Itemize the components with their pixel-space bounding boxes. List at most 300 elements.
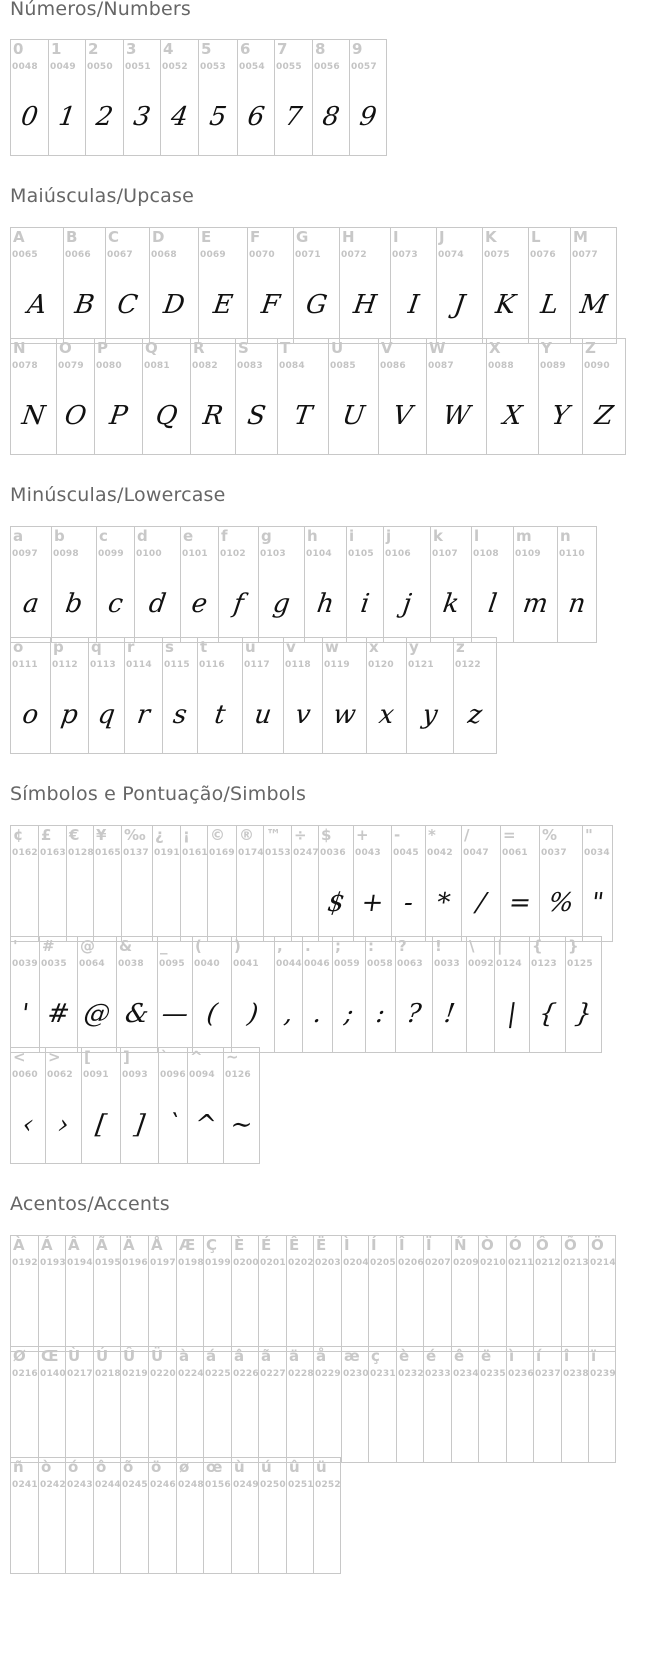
glyph-sample: P	[107, 401, 130, 431]
glyph-code-label: 0238	[563, 1369, 589, 1379]
glyph-char-label: &	[119, 937, 133, 955]
glyph-code-label: 0197	[150, 1258, 176, 1268]
glyph-code-label: 0125	[567, 959, 593, 969]
glyph-code-label: 0103	[260, 549, 286, 559]
glyph-cell	[162, 638, 197, 753]
glyph-sample: ^	[192, 1110, 219, 1140]
glyph-char-label: o	[13, 638, 24, 656]
glyph-cell	[406, 638, 453, 753]
glyph-char-label: Û	[123, 1347, 136, 1365]
glyph-code-label: 0063	[397, 959, 423, 969]
glyph-row	[10, 1047, 260, 1164]
glyph-cell	[274, 40, 312, 155]
glyph-code-label: 0224	[178, 1369, 204, 1379]
glyph-char-label: v	[286, 638, 296, 656]
glyph-code-label: 0110	[559, 549, 585, 559]
glyph-char-label: Ã	[96, 1236, 108, 1254]
glyph-sample: D	[161, 290, 187, 320]
glyph-sample: v	[293, 700, 313, 730]
glyph-code-label: 0117	[244, 660, 270, 670]
glyph-char-label: B	[66, 228, 78, 246]
glyph-code-label: 0245	[122, 1480, 148, 1490]
glyph-code-label: 0105	[348, 549, 374, 559]
glyph-char-label: Õ	[564, 1236, 577, 1254]
glyph-cell	[565, 937, 602, 1052]
glyph-char-label: ø	[179, 1458, 190, 1476]
glyph-char-label: Ö	[591, 1236, 604, 1254]
glyph-code-label: 0165	[95, 848, 121, 858]
glyph-char-label: 9	[352, 40, 363, 58]
glyph-code-label: 0198	[178, 1258, 204, 1268]
glyph-char-label: [	[84, 1048, 91, 1066]
glyph-char-label: F	[250, 228, 261, 246]
glyph-cell	[123, 40, 160, 155]
glyph-row	[10, 1457, 341, 1574]
glyph-code-label: 0250	[260, 1480, 286, 1490]
glyph-char-label: x	[369, 638, 379, 656]
glyph-char-label: 4	[163, 40, 174, 58]
glyph-char-label: Ç	[206, 1236, 218, 1254]
glyph-cell	[38, 1236, 65, 1351]
glyph-code-label: 0055	[276, 62, 302, 72]
glyph-cell	[312, 40, 349, 155]
glyph-code-label: 0195	[95, 1258, 121, 1268]
glyph-code-label: 0216	[12, 1369, 38, 1379]
glyph-char-label: œ	[206, 1458, 223, 1476]
glyph-char-label: Y	[541, 339, 552, 357]
glyph-char-label: Ê	[289, 1236, 300, 1254]
glyph-cell	[383, 527, 430, 642]
glyph-sample: C	[115, 290, 140, 320]
glyph-char-label: |	[497, 937, 503, 955]
glyph-cell	[10, 1048, 45, 1163]
glyph-code-label: 0206	[398, 1258, 424, 1268]
glyph-code-label: 0090	[584, 361, 610, 371]
glyph-sample: '	[19, 999, 31, 1029]
glyph-cell	[451, 1236, 478, 1351]
glyph-cell	[38, 1347, 65, 1462]
glyph-code-label: 0205	[370, 1258, 396, 1268]
glyph-sample: q	[96, 700, 117, 730]
glyph-cell	[116, 937, 157, 1052]
glyph-code-label: 0236	[508, 1369, 534, 1379]
glyph-code-label: 0068	[151, 250, 177, 260]
glyph-cell	[66, 826, 93, 941]
glyph-code-label: 0227	[260, 1369, 286, 1379]
glyph-char-label: ä	[289, 1347, 300, 1365]
glyph-cell	[45, 1048, 81, 1163]
glyph-code-label: 0218	[95, 1369, 121, 1379]
glyph-code-label: 0249	[233, 1480, 259, 1490]
glyph-row	[10, 825, 613, 942]
glyph-code-label: 0140	[40, 1369, 66, 1379]
glyph-code-label: 0045	[393, 848, 419, 858]
glyph-code-label: 0220	[150, 1369, 176, 1379]
glyph-char-label: ¡	[183, 826, 190, 844]
glyph-char-label: E	[201, 228, 212, 246]
glyph-sample: =	[506, 888, 533, 918]
glyph-cell	[366, 638, 406, 753]
glyph-code-label: 0219	[122, 1369, 148, 1379]
glyph-code-label: 0119	[324, 660, 350, 670]
glyph-sample: {	[537, 999, 558, 1029]
glyph-char-label: Á	[41, 1236, 53, 1254]
glyph-char-label: V	[381, 339, 393, 357]
glyph-code-label: 0203	[315, 1258, 341, 1268]
glyph-cell	[231, 1347, 258, 1462]
glyph-sample: *	[434, 888, 453, 918]
glyph-code-label: 0094	[189, 1070, 215, 1080]
glyph-cell	[365, 937, 395, 1052]
glyph-code-label: 0034	[584, 848, 610, 858]
glyph-char-label: î	[564, 1347, 570, 1365]
glyph-code-label: 0251	[288, 1480, 314, 1490]
glyph-cell	[391, 826, 425, 941]
glyph-sample: K	[493, 290, 518, 320]
glyph-cell	[471, 527, 513, 642]
glyph-cell	[432, 937, 466, 1052]
glyph-sample: j	[400, 589, 414, 619]
glyph-sample: |	[505, 999, 519, 1029]
glyph-sample: s	[171, 700, 189, 730]
glyph-char-label: ï	[591, 1347, 597, 1365]
glyph-code-label: 0243	[67, 1480, 93, 1490]
glyph-char-label: @	[80, 937, 95, 955]
glyph-code-label: 0156	[205, 1480, 231, 1490]
glyph-cell	[56, 339, 94, 454]
glyph-sample: O	[62, 401, 89, 431]
glyph-code-label: 0095	[159, 959, 185, 969]
glyph-char-label: Ô	[536, 1236, 549, 1254]
glyph-cell	[176, 1347, 203, 1462]
glyph-sample: /	[474, 888, 488, 918]
glyph-char-label: å	[316, 1347, 327, 1365]
glyph-sample: w	[331, 700, 358, 730]
glyph-cell	[582, 339, 626, 454]
glyph-char-label: S	[238, 339, 249, 357]
glyph-char-label: ê	[454, 1347, 465, 1365]
glyph-sample: 8	[320, 102, 342, 132]
glyph-cell	[274, 937, 302, 1052]
glyph-code-label: 0169	[209, 848, 235, 858]
glyph-char-label: è	[399, 1347, 410, 1365]
glyph-char-label: õ	[123, 1458, 134, 1476]
glyph-code-label: 0069	[200, 250, 226, 260]
glyph-cell	[77, 937, 116, 1052]
glyph-code-label: 0196	[122, 1258, 148, 1268]
glyph-char-label: Z	[585, 339, 596, 357]
glyph-code-label: 0043	[355, 848, 381, 858]
glyph-code-label: 0122	[455, 660, 481, 670]
glyph-code-label: 0226	[233, 1369, 259, 1379]
glyph-sample: t	[212, 700, 228, 730]
glyph-sample: ?	[404, 999, 424, 1029]
glyph-code-label: 0108	[473, 549, 499, 559]
glyph-code-label: 0047	[463, 848, 489, 858]
glyph-char-label: u	[245, 638, 256, 656]
glyph-code-label: 0109	[515, 549, 541, 559]
glyph-char-label: {	[532, 937, 543, 955]
glyph-sample: M	[578, 290, 609, 320]
glyph-cell	[277, 339, 328, 454]
glyph-char-label: j	[386, 527, 392, 545]
glyph-code-label: 0209	[453, 1258, 479, 1268]
glyph-cell	[160, 40, 198, 155]
glyph-sample: U	[340, 401, 367, 431]
glyph-cell	[187, 1048, 223, 1163]
glyph-code-label: 0128	[68, 848, 94, 858]
glyph-code-label: 0161	[182, 848, 208, 858]
glyph-cell	[451, 1347, 478, 1462]
glyph-char-label: y	[409, 638, 419, 656]
glyph-row	[10, 1346, 616, 1463]
glyph-cell	[203, 1347, 231, 1462]
glyph-char-label: _	[160, 937, 168, 955]
glyph-code-label: 0192	[12, 1258, 38, 1268]
glyph-sample: %	[546, 888, 576, 918]
glyph-code-label: 0210	[480, 1258, 506, 1268]
glyph-code-label: 0071	[295, 250, 321, 260]
glyph-sample: }	[573, 999, 594, 1029]
glyph-sample: &	[123, 999, 151, 1029]
glyph-char-label: 8	[315, 40, 326, 58]
glyph-char-label: T	[280, 339, 291, 357]
glyph-char-label: â	[234, 1347, 245, 1365]
glyph-char-label: Ø	[13, 1347, 26, 1365]
glyph-code-label: 0048	[12, 62, 38, 72]
glyph-code-label: 0093	[122, 1070, 148, 1080]
glyph-char-label: ~	[226, 1048, 239, 1066]
glyph-char-label: %	[542, 826, 558, 844]
glyph-cell	[10, 1347, 38, 1462]
glyph-sample: d	[147, 589, 168, 619]
glyph-code-label: 0225	[205, 1369, 231, 1379]
glyph-code-label: 0060	[12, 1070, 38, 1080]
glyph-cell	[313, 1347, 341, 1462]
glyph-code-label: 0101	[182, 549, 208, 559]
glyph-sample	[584, 1389, 620, 1459]
glyph-sample: ~	[228, 1110, 255, 1140]
glyph-char-label: U	[331, 339, 344, 357]
glyph-char-label: $	[321, 826, 332, 844]
glyph-char-label: É	[261, 1236, 272, 1254]
glyph-sample: I	[406, 290, 421, 320]
glyph-char-label: ¿	[155, 826, 164, 844]
glyph-char-label: w	[325, 638, 339, 656]
glyph-code-label: 0118	[285, 660, 311, 670]
glyph-code-label: 0086	[380, 361, 406, 371]
glyph-cell	[148, 1236, 176, 1351]
glyph-code-label: 0075	[484, 250, 510, 260]
glyph-cell	[198, 40, 237, 155]
glyph-char-label: ;	[335, 937, 341, 955]
glyph-cell	[390, 228, 436, 343]
glyph-char-label: Ï	[426, 1236, 432, 1254]
glyph-char-label: m	[516, 527, 532, 545]
glyph-cell	[121, 826, 152, 941]
glyph-char-label: ì	[509, 1347, 515, 1365]
glyph-sample: 7	[283, 102, 304, 132]
glyph-cell	[180, 826, 207, 941]
glyph-code-label: 0037	[541, 848, 567, 858]
glyph-code-label: 0088	[488, 361, 514, 371]
glyph-char-label: Ú	[96, 1347, 109, 1365]
glyph-cell	[218, 527, 258, 642]
glyph-char-label: ™	[266, 826, 281, 844]
glyph-cell	[423, 1347, 451, 1462]
glyph-cell	[158, 1048, 187, 1163]
glyph-sample: E	[211, 290, 235, 320]
glyph-sample: Y	[549, 401, 572, 431]
glyph-char-label: ,	[277, 937, 283, 955]
glyph-char-label: A	[13, 228, 25, 246]
glyph-cell	[203, 1458, 231, 1573]
glyph-code-label: 0057	[351, 62, 377, 72]
glyph-code-label: 0051	[125, 62, 151, 72]
glyph-cell	[120, 1458, 148, 1573]
glyph-code-label: 0239	[590, 1369, 616, 1379]
glyph-sample: 4	[169, 102, 190, 132]
glyph-code-label: 0033	[434, 959, 460, 969]
glyph-char-label: Æ	[179, 1236, 196, 1254]
glyph-cell	[223, 1048, 260, 1163]
glyph-sample: "	[589, 888, 606, 918]
glyph-char-label: X	[489, 339, 501, 357]
glyph-char-label: d	[137, 527, 148, 545]
glyph-cell	[237, 40, 274, 155]
glyph-char-label: M	[573, 228, 588, 246]
glyph-cell	[258, 527, 304, 642]
glyph-char-label: Ó	[509, 1236, 522, 1254]
glyph-cell	[322, 638, 366, 753]
glyph-cell	[148, 1458, 176, 1573]
glyph-cell	[263, 826, 291, 941]
glyph-cell	[10, 228, 63, 343]
glyph-row	[10, 936, 602, 1053]
glyph-code-label: 0098	[53, 549, 79, 559]
glyph-code-label: 0083	[237, 361, 263, 371]
glyph-cell	[513, 527, 557, 642]
glyph-sample: B	[72, 290, 97, 320]
glyph-cell	[10, 339, 56, 454]
glyph-cell	[533, 1347, 561, 1462]
glyph-sample: u	[252, 700, 274, 730]
glyph-cell	[258, 1458, 286, 1573]
glyph-sample: h	[315, 589, 336, 619]
glyph-code-label: 0085	[330, 361, 356, 371]
glyph-char-label: ç	[371, 1347, 380, 1365]
glyph-code-label: 0050	[87, 62, 113, 72]
glyph-cell	[120, 1236, 148, 1351]
glyph-cell	[302, 937, 332, 1052]
glyph-char-label: ÷	[294, 826, 307, 844]
glyph-sample: r	[135, 700, 152, 730]
glyph-cell	[120, 1048, 158, 1163]
glyph-sample: H	[351, 290, 379, 320]
glyph-cell	[10, 1236, 38, 1351]
glyph-sample: p	[59, 700, 80, 730]
glyph-cell	[65, 1458, 93, 1573]
glyph-char-label: 2	[88, 40, 99, 58]
glyph-char-label: ®	[239, 826, 254, 844]
glyph-code-label: 0191	[154, 848, 180, 858]
glyph-cell	[557, 527, 597, 642]
glyph-sample: 6	[245, 102, 267, 132]
glyph-code-label: 0078	[12, 361, 38, 371]
glyph-char-label: Ò	[481, 1236, 494, 1254]
glyph-char-label: Ü	[151, 1347, 164, 1365]
glyph-char-label: Q	[145, 339, 158, 357]
glyph-sample: 3	[131, 102, 153, 132]
glyph-code-label: 0162	[12, 848, 38, 858]
glyph-code-label: 0076	[530, 250, 556, 260]
glyph-cell	[318, 826, 353, 941]
glyph-cell	[332, 937, 365, 1052]
glyph-char-label: a	[13, 527, 24, 545]
glyph-char-label: c	[99, 527, 108, 545]
glyph-code-label: 0201	[260, 1258, 286, 1268]
glyph-code-label: 0153	[265, 848, 291, 858]
glyph-char-label: z	[456, 638, 465, 656]
glyph-cell	[500, 826, 539, 941]
glyph-code-label: 0036	[320, 848, 346, 858]
glyph-char-label: D	[152, 228, 165, 246]
glyph-char-label: N	[13, 339, 26, 357]
glyph-char-label: ë	[481, 1347, 492, 1365]
glyph-cell	[65, 1236, 93, 1351]
glyph-code-label: 0246	[150, 1480, 176, 1490]
glyph-row	[10, 637, 497, 754]
glyph-char-label: n	[560, 527, 571, 545]
glyph-cell	[231, 1236, 258, 1351]
glyph-char-label: 5	[201, 40, 212, 58]
glyph-code-label: 0052	[162, 62, 188, 72]
glyph-cell	[134, 527, 180, 642]
glyph-cell	[368, 1347, 396, 1462]
glyph-code-label: 0062	[47, 1070, 73, 1080]
glyph-sample: F	[259, 290, 282, 320]
glyph-code-label: 0121	[408, 660, 434, 670]
glyph-sample	[309, 1500, 345, 1570]
glyph-code-label: 0213	[563, 1258, 589, 1268]
glyph-char-label: r	[127, 638, 135, 656]
section-heading-accents: Acentos/Accents	[10, 1193, 170, 1215]
glyph-char-label: ó	[68, 1458, 79, 1476]
glyph-code-label: 0061	[502, 848, 528, 858]
glyph-cell	[39, 937, 77, 1052]
glyph-code-label: 0087	[428, 361, 454, 371]
glyph-cell	[461, 826, 500, 941]
glyph-cell	[93, 826, 121, 941]
glyph-cell	[561, 1347, 588, 1462]
glyph-char-label: Â	[68, 1236, 80, 1254]
glyph-code-label: 0054	[239, 62, 265, 72]
glyph-sample: 2	[94, 102, 115, 132]
glyph-char-label: :	[368, 937, 374, 955]
glyph-sample	[584, 1278, 620, 1348]
glyph-char-label: 0	[13, 40, 24, 58]
glyph-sample: e	[189, 589, 210, 619]
glyph-cell	[506, 1347, 533, 1462]
glyph-code-label: 0234	[453, 1369, 479, 1379]
glyph-char-label: *	[428, 826, 436, 844]
glyph-char-label: b	[54, 527, 65, 545]
glyph-code-label: 0248	[178, 1480, 204, 1490]
glyph-char-label: "	[585, 826, 593, 844]
glyph-code-label: 0214	[590, 1258, 616, 1268]
glyph-cell	[286, 1458, 313, 1573]
glyph-cell	[236, 826, 263, 941]
